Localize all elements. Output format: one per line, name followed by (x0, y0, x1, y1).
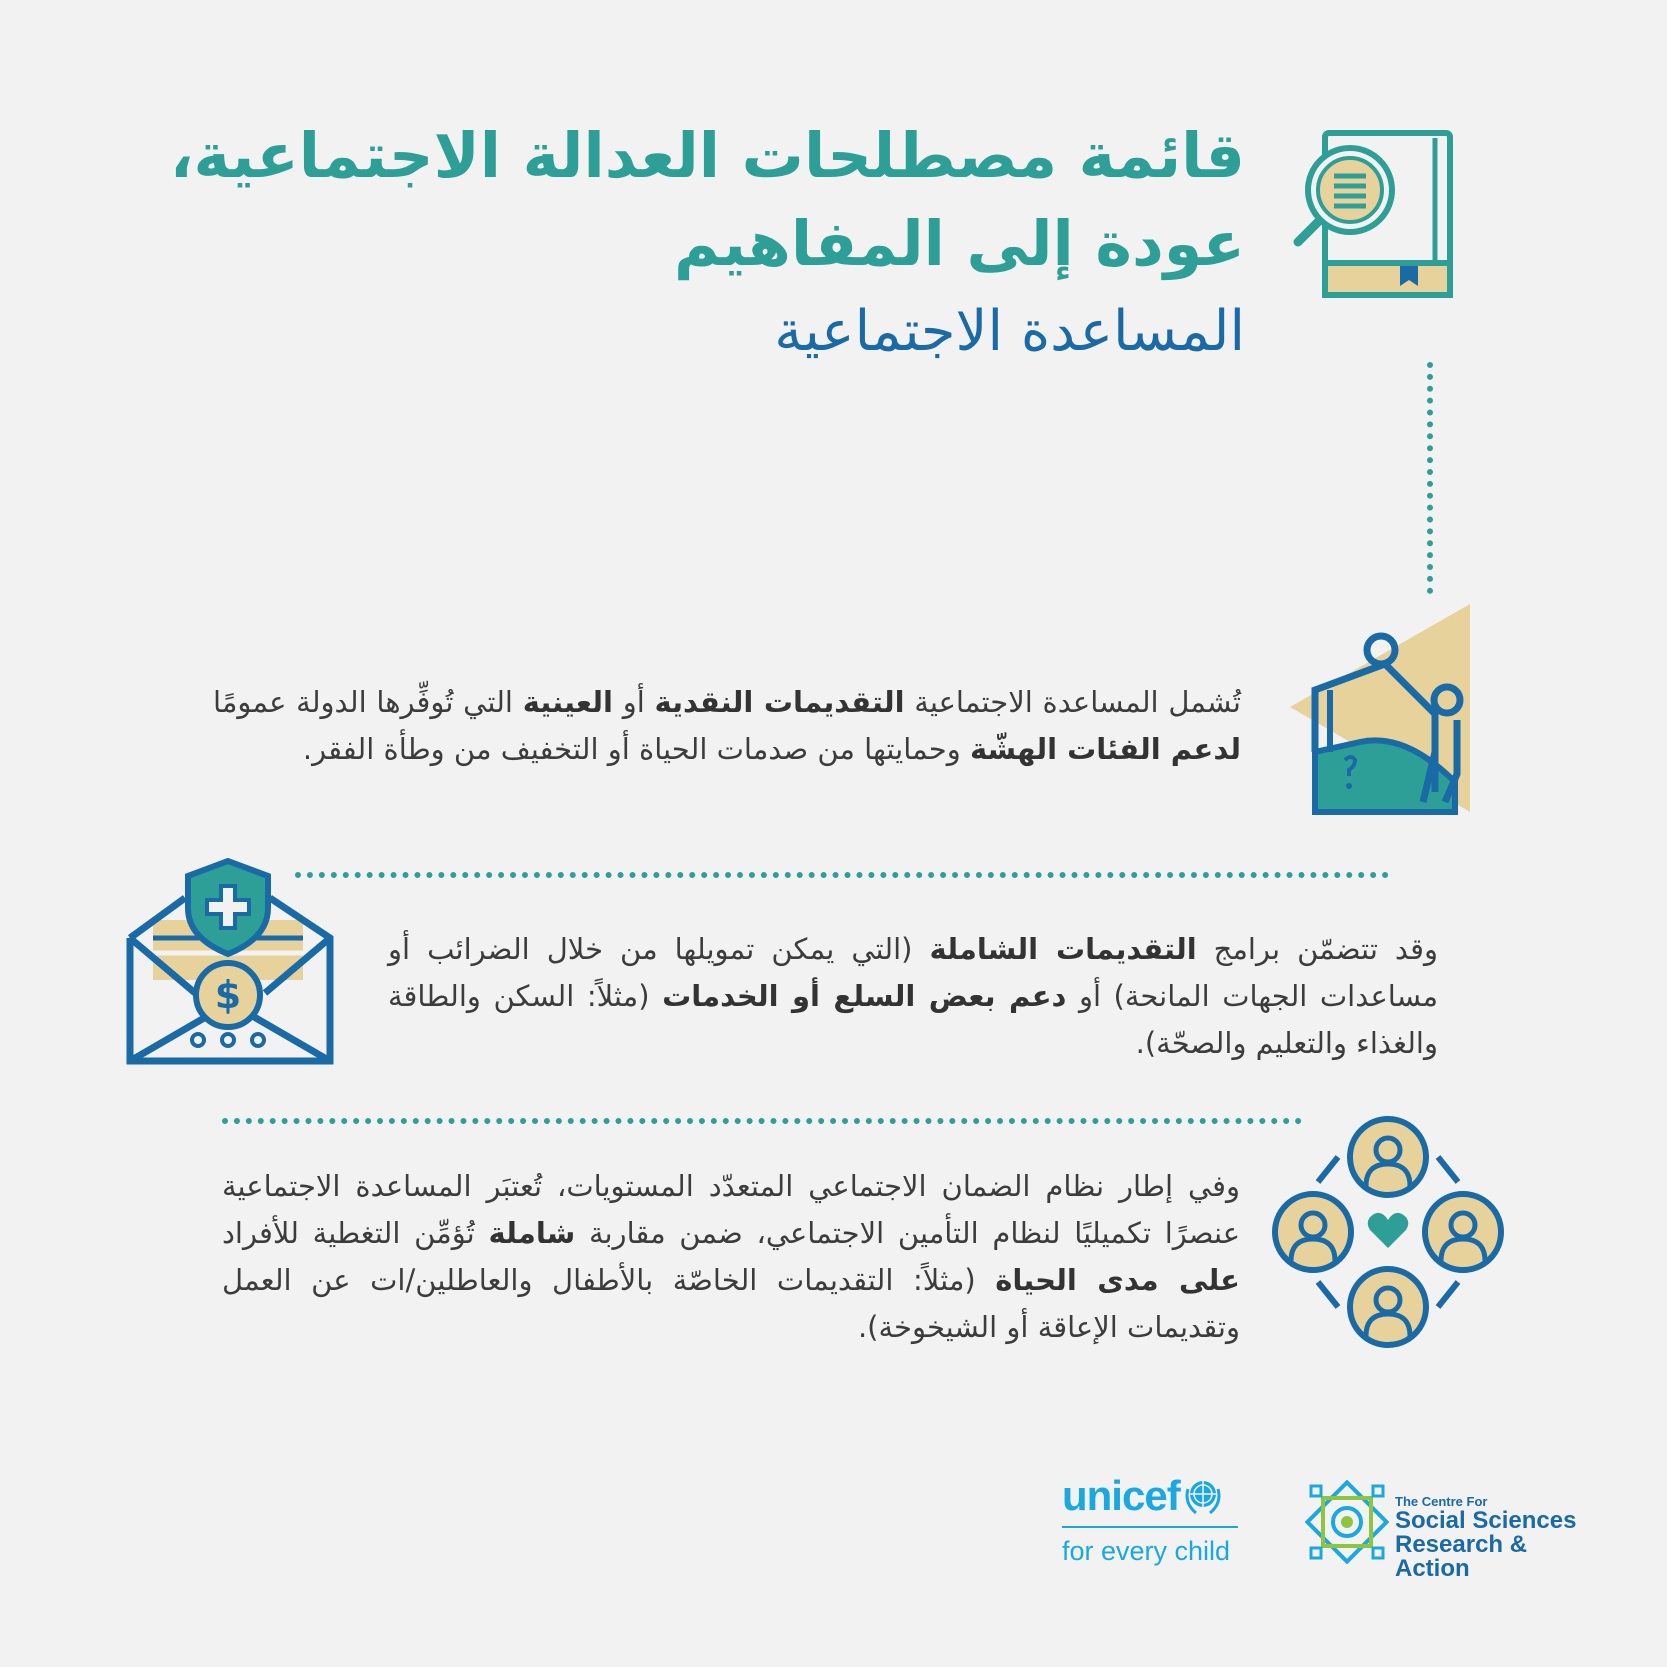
emphasis-text: العينية (522, 685, 614, 719)
section-1-text (213, 679, 1241, 773)
body-text: (التي يمكن تمويلها من خلال الضرائب أو مساعدات الجهات المانحة) أو (388, 932, 1438, 1013)
ccs-line-2: Research & Action (1395, 1531, 1528, 1582)
unicef-logo (1062, 1472, 1242, 1567)
emphasis-text: التقديمات الشاملة (929, 932, 1197, 966)
ccs-pattern-icon (1305, 1480, 1389, 1564)
emphasis-text: شاملة (488, 1216, 576, 1250)
page-title (170, 112, 1245, 288)
unicef-tagline: for every child (1062, 1536, 1231, 1566)
body-text: وحمايتها من صدمات الحياة أو التخفيف من وطأة الفقر. (302, 732, 970, 766)
title-line-1: قائمة مصطلحات العدالة الاجتماعية، (169, 119, 1245, 192)
people-network-icon (1268, 1112, 1508, 1352)
page-subtitle: المساعدة الاجتماعية (774, 299, 1245, 364)
unicef-globe-icon (1182, 1475, 1224, 1517)
body-text: (مثلاً: التقديمات الخاصّة بالأطفال والعاطلين/ات عن العمل وتقديمات الإعاقة أو الشيخوخة). (222, 1263, 1240, 1344)
title-line-2: عودة إلى المفاهيم (674, 207, 1245, 280)
section-2-text (388, 926, 1438, 1067)
ccs-logo-text (1395, 1494, 1595, 1581)
svg-text:$: $ (214, 973, 242, 1017)
body-text: وقد تتضمّن برامج (1196, 932, 1438, 966)
emphasis-text: دعم بعض السلع أو الخدمات (662, 979, 1067, 1013)
body-text: وفي إطار نظام الضمان الاجتماعي المتعدّد المستويات، تُعتبَر المساعدة الاجتماعية عنصرًا تكميليًا لنظام التأمين الاجتماعي، ضمن مقاربة (222, 1169, 1241, 1250)
body-text: تُشمل المساعدة الاجتماعية (904, 685, 1241, 719)
ccs-line-1: Social Sciences (1395, 1507, 1577, 1534)
emphasis-text: لدعم الفئات الهشّة (969, 732, 1241, 766)
envelope-money-shield-icon (125, 858, 335, 1068)
vertical-divider (1427, 362, 1433, 594)
unicef-wordmark: unicef (1062, 1472, 1180, 1519)
book-search-icon (1290, 128, 1460, 303)
body-text: التي تُوفِّرها الدولة عمومًا (213, 685, 523, 719)
emphasis-text: التقديمات النقدية (654, 685, 905, 719)
section-divider-1 (295, 872, 1389, 878)
ccs-small-line: The Centre For (1395, 1494, 1488, 1509)
body-text: (مثلاً: السكن والطاقة والغذاء والتعليم والصحّة). (388, 979, 1438, 1060)
emphasis-text: على مدى الحياة (995, 1263, 1240, 1297)
section-3-text (222, 1163, 1240, 1351)
section-divider-2 (222, 1118, 1302, 1124)
body-text: تُؤمِّن التغطية للأفراد (222, 1216, 489, 1250)
climbing-help-icon (1285, 602, 1475, 820)
body-text: أو (613, 685, 655, 719)
